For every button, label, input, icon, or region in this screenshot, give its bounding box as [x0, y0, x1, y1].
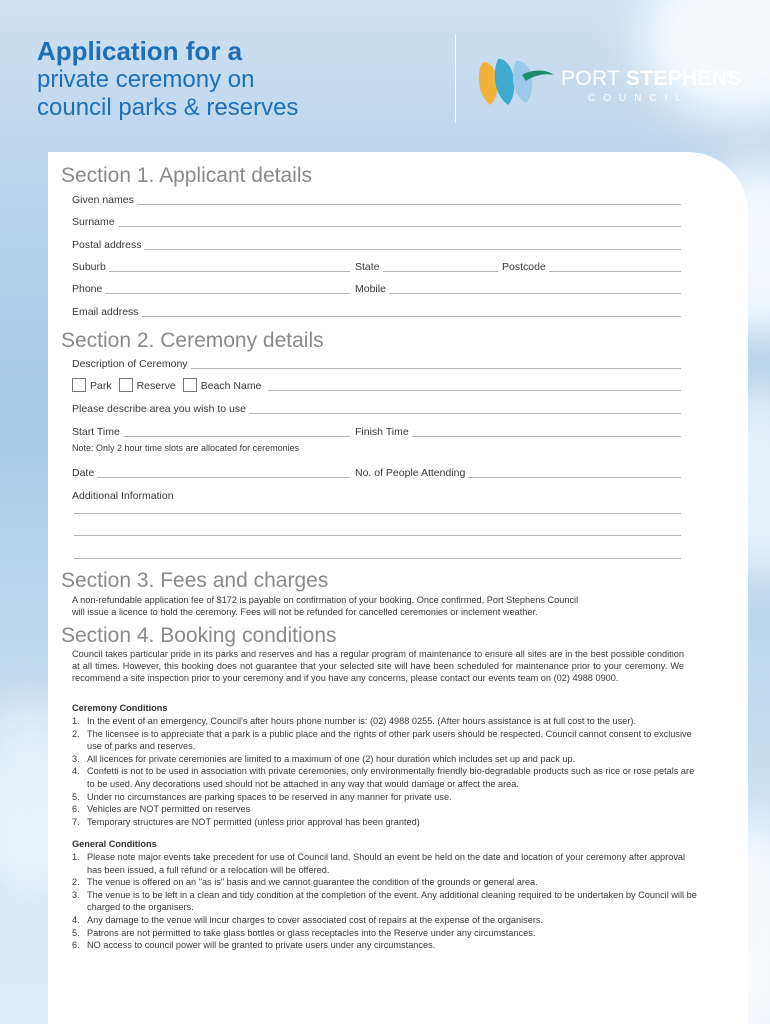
- suburb-line[interactable]: [109, 261, 350, 272]
- time-slot-note: Note: Only 2 hour time slots are allocated for ceremonies: [72, 443, 300, 453]
- surname-label: Surname: [72, 216, 115, 228]
- list-item: 1. Please note major events take precedent for use of Council land. Should an event be held on the date and location of your ceremony after approval has been issued, a full refund or a relocation will be offered.: [72, 852, 686, 875]
- beach-name-line[interactable]: [268, 380, 681, 391]
- title-line-3: council parks & reserves: [37, 94, 299, 121]
- state-label: State: [355, 261, 380, 273]
- suburb-field[interactable]: [72, 257, 350, 273]
- area-description-line[interactable]: [249, 403, 681, 414]
- surname-line[interactable]: [118, 216, 681, 227]
- ceremony-conditions-heading: Ceremony Conditions: [72, 703, 168, 713]
- surname-field[interactable]: [72, 212, 681, 228]
- mobile-label: Mobile: [355, 283, 386, 295]
- park-option[interactable]: [72, 378, 115, 392]
- area-description-field[interactable]: [72, 399, 681, 415]
- attending-label: No. of People Attending: [355, 467, 466, 479]
- booking-intro: Council takes particular pride in its parks and reserves and has a regular program of maintenance to ensure all sites are in the best possible condition at all times. However, this booking does not guarantee that your selected site will have been scheduled for maintenance prior to your ceremony. We recommend a site inspection prior to your ceremony and if you have any concerns, please contact our events team on (02) 4988 0900.: [72, 649, 684, 684]
- additional-info-line[interactable]: [74, 513, 681, 514]
- reserve-label: Reserve: [136, 380, 176, 392]
- state-line[interactable]: [383, 261, 498, 272]
- postcode-line[interactable]: [549, 261, 681, 272]
- additional-info-line[interactable]: [74, 535, 681, 536]
- general-conditions-list: [72, 851, 702, 952]
- email-label: Email address: [72, 306, 139, 318]
- ceremony-conditions-list: [72, 715, 702, 828]
- ceremony-description-line[interactable]: [191, 358, 681, 369]
- start-time-line[interactable]: [123, 426, 350, 437]
- title-line-1: Application for a: [37, 36, 243, 66]
- ceremony-description-label: Description of Ceremony: [72, 358, 188, 370]
- list-item: 2. The venue is offered on an "as is" basis and we cannot guarantee the condition of the grounds or general area.: [72, 877, 538, 888]
- section-2-title: Section 2. Ceremony details: [61, 329, 324, 352]
- finish-time-line[interactable]: [412, 426, 681, 437]
- fees-paragraph: [72, 594, 684, 618]
- logo-stephens: STEPHENS: [625, 67, 742, 90]
- beach-checkbox[interactable]: [183, 378, 197, 392]
- park-checkbox[interactable]: [72, 378, 86, 392]
- fees-line-1: A non-refundable application fee of $172 is payable on confirmation of your booking. Once confirmed, Port Stephens Council: [72, 595, 579, 605]
- beach-name-label: Beach Name: [200, 380, 262, 392]
- list-item: 3. All licences for private ceremonies are limited to a maximum of one (2) hour duration which includes set up and pack up.: [72, 753, 576, 764]
- phone-line[interactable]: [105, 283, 350, 294]
- given-names-label: Given names: [72, 194, 134, 206]
- section-3-title: Section 3. Fees and charges: [61, 569, 329, 592]
- postal-address-line[interactable]: [144, 239, 681, 250]
- general-conditions-heading: General Conditions: [72, 839, 157, 849]
- list-item: 3. The venue is to be left in a clean and tidy condition at the completion of the event. Any additional cleaning required to be undertaken by Council will be charged to the organisers.: [72, 889, 697, 913]
- list-item: 6. NO access to council power will be granted to private users under any circumstances.: [72, 940, 436, 951]
- date-field[interactable]: [72, 463, 350, 479]
- state-field[interactable]: [355, 257, 498, 273]
- logo-port: PORT: [561, 67, 620, 90]
- date-label: Date: [72, 467, 95, 479]
- park-label: Park: [90, 380, 112, 392]
- reserve-option[interactable]: [119, 378, 179, 392]
- fees-line-2: will issue a licence to hold the ceremony. Fees will not be refunded for cancelled ceremonies or inclement weather.: [72, 607, 538, 618]
- mobile-field[interactable]: [355, 279, 681, 295]
- mobile-line[interactable]: [389, 283, 681, 294]
- phone-label: Phone: [72, 283, 103, 295]
- reserve-checkbox[interactable]: [119, 378, 133, 392]
- list-item: 5. Patrons are not permitted to take glass bottles or glass receptacles into the Reserve under any circumstances.: [72, 927, 536, 938]
- start-time-label: Start Time: [72, 426, 120, 438]
- logo-council: COUNCIL: [588, 93, 690, 104]
- finish-time-field[interactable]: [355, 422, 681, 438]
- list-item: 4. Any damage to the venue will incur charges to cover associated cost of repairs at the expense of the organisers.: [72, 914, 544, 925]
- finish-time-label: Finish Time: [355, 426, 409, 438]
- attending-line[interactable]: [468, 467, 681, 478]
- list-item: 6. Vehicles are NOT permitted on reserves: [72, 804, 251, 815]
- additional-info-label: Additional Information: [72, 490, 174, 502]
- section-1-title: Section 1. Applicant details: [61, 164, 312, 187]
- venue-type-row: [72, 375, 681, 392]
- postal-address-field[interactable]: [72, 235, 681, 251]
- email-line[interactable]: [142, 306, 681, 317]
- phone-field[interactable]: [72, 279, 350, 295]
- postal-address-label: Postal address: [72, 239, 142, 251]
- list-item: 5. Under no circumstances are parking spaces to be reserved in any manner for private use.: [72, 791, 452, 802]
- additional-info-label-row: [72, 486, 272, 502]
- list-item: 2. The licensee is to appreciate that a park is a public place and the rights of other park users should be respected. Council cannot consent to exclusive use of parks and reserves.: [72, 728, 692, 752]
- start-time-field[interactable]: [72, 422, 350, 438]
- section-4-title: Section 4. Booking conditions: [61, 624, 337, 647]
- date-line[interactable]: [97, 467, 350, 478]
- area-description-label: Please describe area you wish to use: [72, 403, 246, 415]
- email-field[interactable]: [72, 302, 681, 318]
- given-names-line[interactable]: [137, 194, 681, 205]
- list-item: 1. In the event of an emergency, Council's after hours phone number is: (02) 4988 0255. (After hours assistance is at full cost to the user).: [72, 716, 637, 726]
- title-line-2: private ceremony on: [37, 66, 255, 93]
- additional-info-line[interactable]: [74, 558, 681, 559]
- given-names-field[interactable]: [72, 190, 681, 206]
- ceremony-description-field[interactable]: [72, 354, 681, 370]
- postcode-label: Postcode: [502, 261, 546, 273]
- list-item: 7. Temporary structures are NOT permitted (unless prior approval has been granted): [72, 816, 420, 827]
- beach-option[interactable]: [183, 378, 265, 392]
- attending-field[interactable]: [355, 463, 681, 479]
- suburb-label: Suburb: [72, 261, 106, 273]
- postcode-field[interactable]: [502, 257, 681, 273]
- list-item: 4. Confetti is not to be used in association with private ceremonies, only environmentally friendly bio-degradable products such as rice or rose petals are to be used. Any decorations used should not be attached in any way that would damage or affect the area.: [72, 766, 695, 789]
